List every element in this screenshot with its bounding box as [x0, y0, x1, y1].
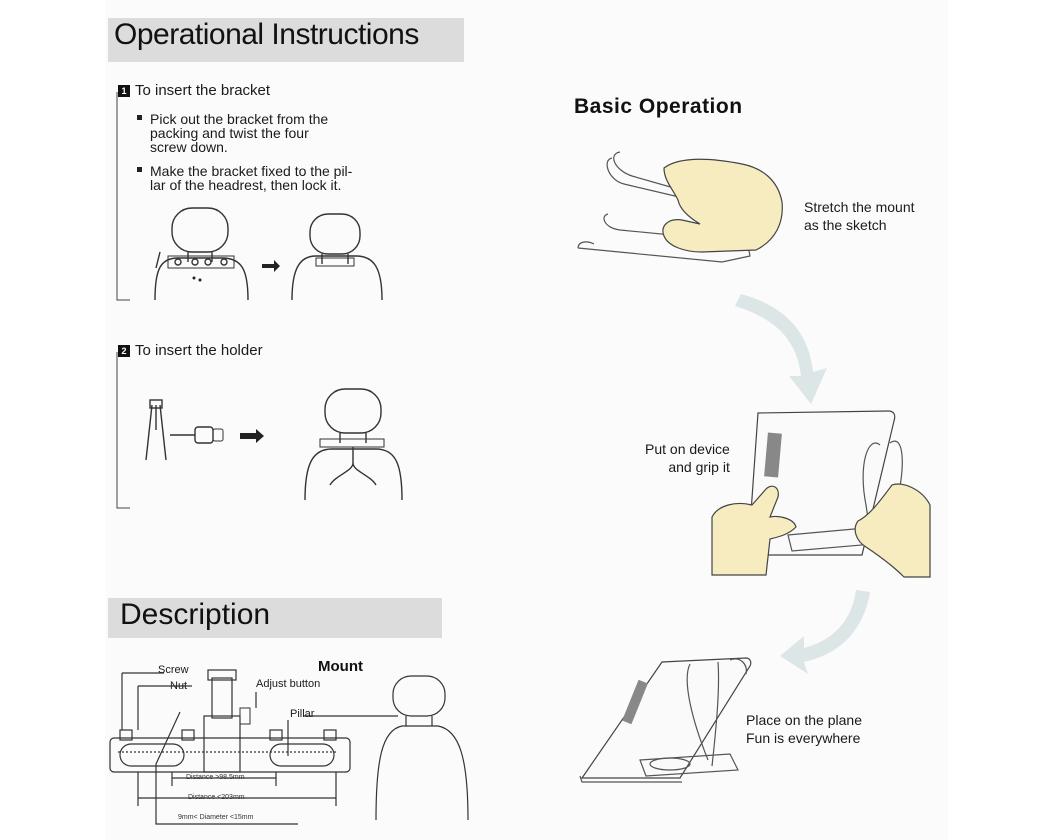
description-title: Description	[120, 598, 271, 631]
grip-caption	[645, 440, 730, 476]
curved-arrow-icon	[780, 590, 880, 680]
bullet1-line2: packing and twist the four	[150, 125, 309, 141]
pillar-label: Pillar	[290, 708, 315, 720]
bullet2-line2: lar of the headrest, then lock it.	[150, 177, 342, 193]
step2-heading	[118, 342, 263, 359]
step1-heading-text: To insert the bracket	[135, 82, 271, 99]
step2-heading-text: To insert the holder	[135, 342, 263, 359]
grip-device-illustration	[708, 405, 938, 585]
bullet2-line1: Make the bracket fixed to the pil-	[150, 163, 353, 179]
plane-caption	[746, 711, 862, 747]
grip-caption-line2: and grip it	[668, 459, 730, 475]
holder-insert-illustration	[140, 385, 420, 505]
step2-number: 2	[118, 345, 130, 357]
operational-instructions-title: Operational Instructions	[114, 18, 419, 51]
stretch-caption-line1: Stretch the mount	[804, 199, 915, 215]
bullet1-line1: Pick out the bracket from the	[150, 111, 329, 127]
adjust-button-label: Adjust button	[256, 678, 321, 690]
distance-max-label: Distance <203mm	[188, 794, 245, 801]
distance-min-label: Distance >98.5mm	[186, 774, 245, 781]
diameter-label: 9mm< Diameter <15mm	[178, 814, 254, 821]
stretch-caption-line2: as the sketch	[804, 217, 887, 233]
grip-caption-line1: Put on device	[645, 441, 730, 457]
headrest-bracket-illustration	[150, 200, 400, 310]
bullet1-line3: screw down.	[150, 139, 228, 155]
mount-label: Mount	[318, 658, 363, 675]
stretch-mount-illustration	[572, 140, 792, 270]
plane-caption-line1: Place on the plane	[746, 712, 862, 728]
place-on-plane-illustration	[570, 650, 770, 785]
step1-number: 1	[118, 85, 130, 97]
screw-label: Screw	[158, 664, 189, 676]
curved-arrow-icon	[735, 292, 845, 412]
basic-operation-title: Basic Operation	[574, 95, 743, 118]
hand-shape	[663, 159, 782, 252]
nut-label: Nut	[170, 680, 188, 692]
stretch-caption	[804, 198, 915, 234]
plane-caption-line2: Fun is everywhere	[746, 730, 861, 746]
